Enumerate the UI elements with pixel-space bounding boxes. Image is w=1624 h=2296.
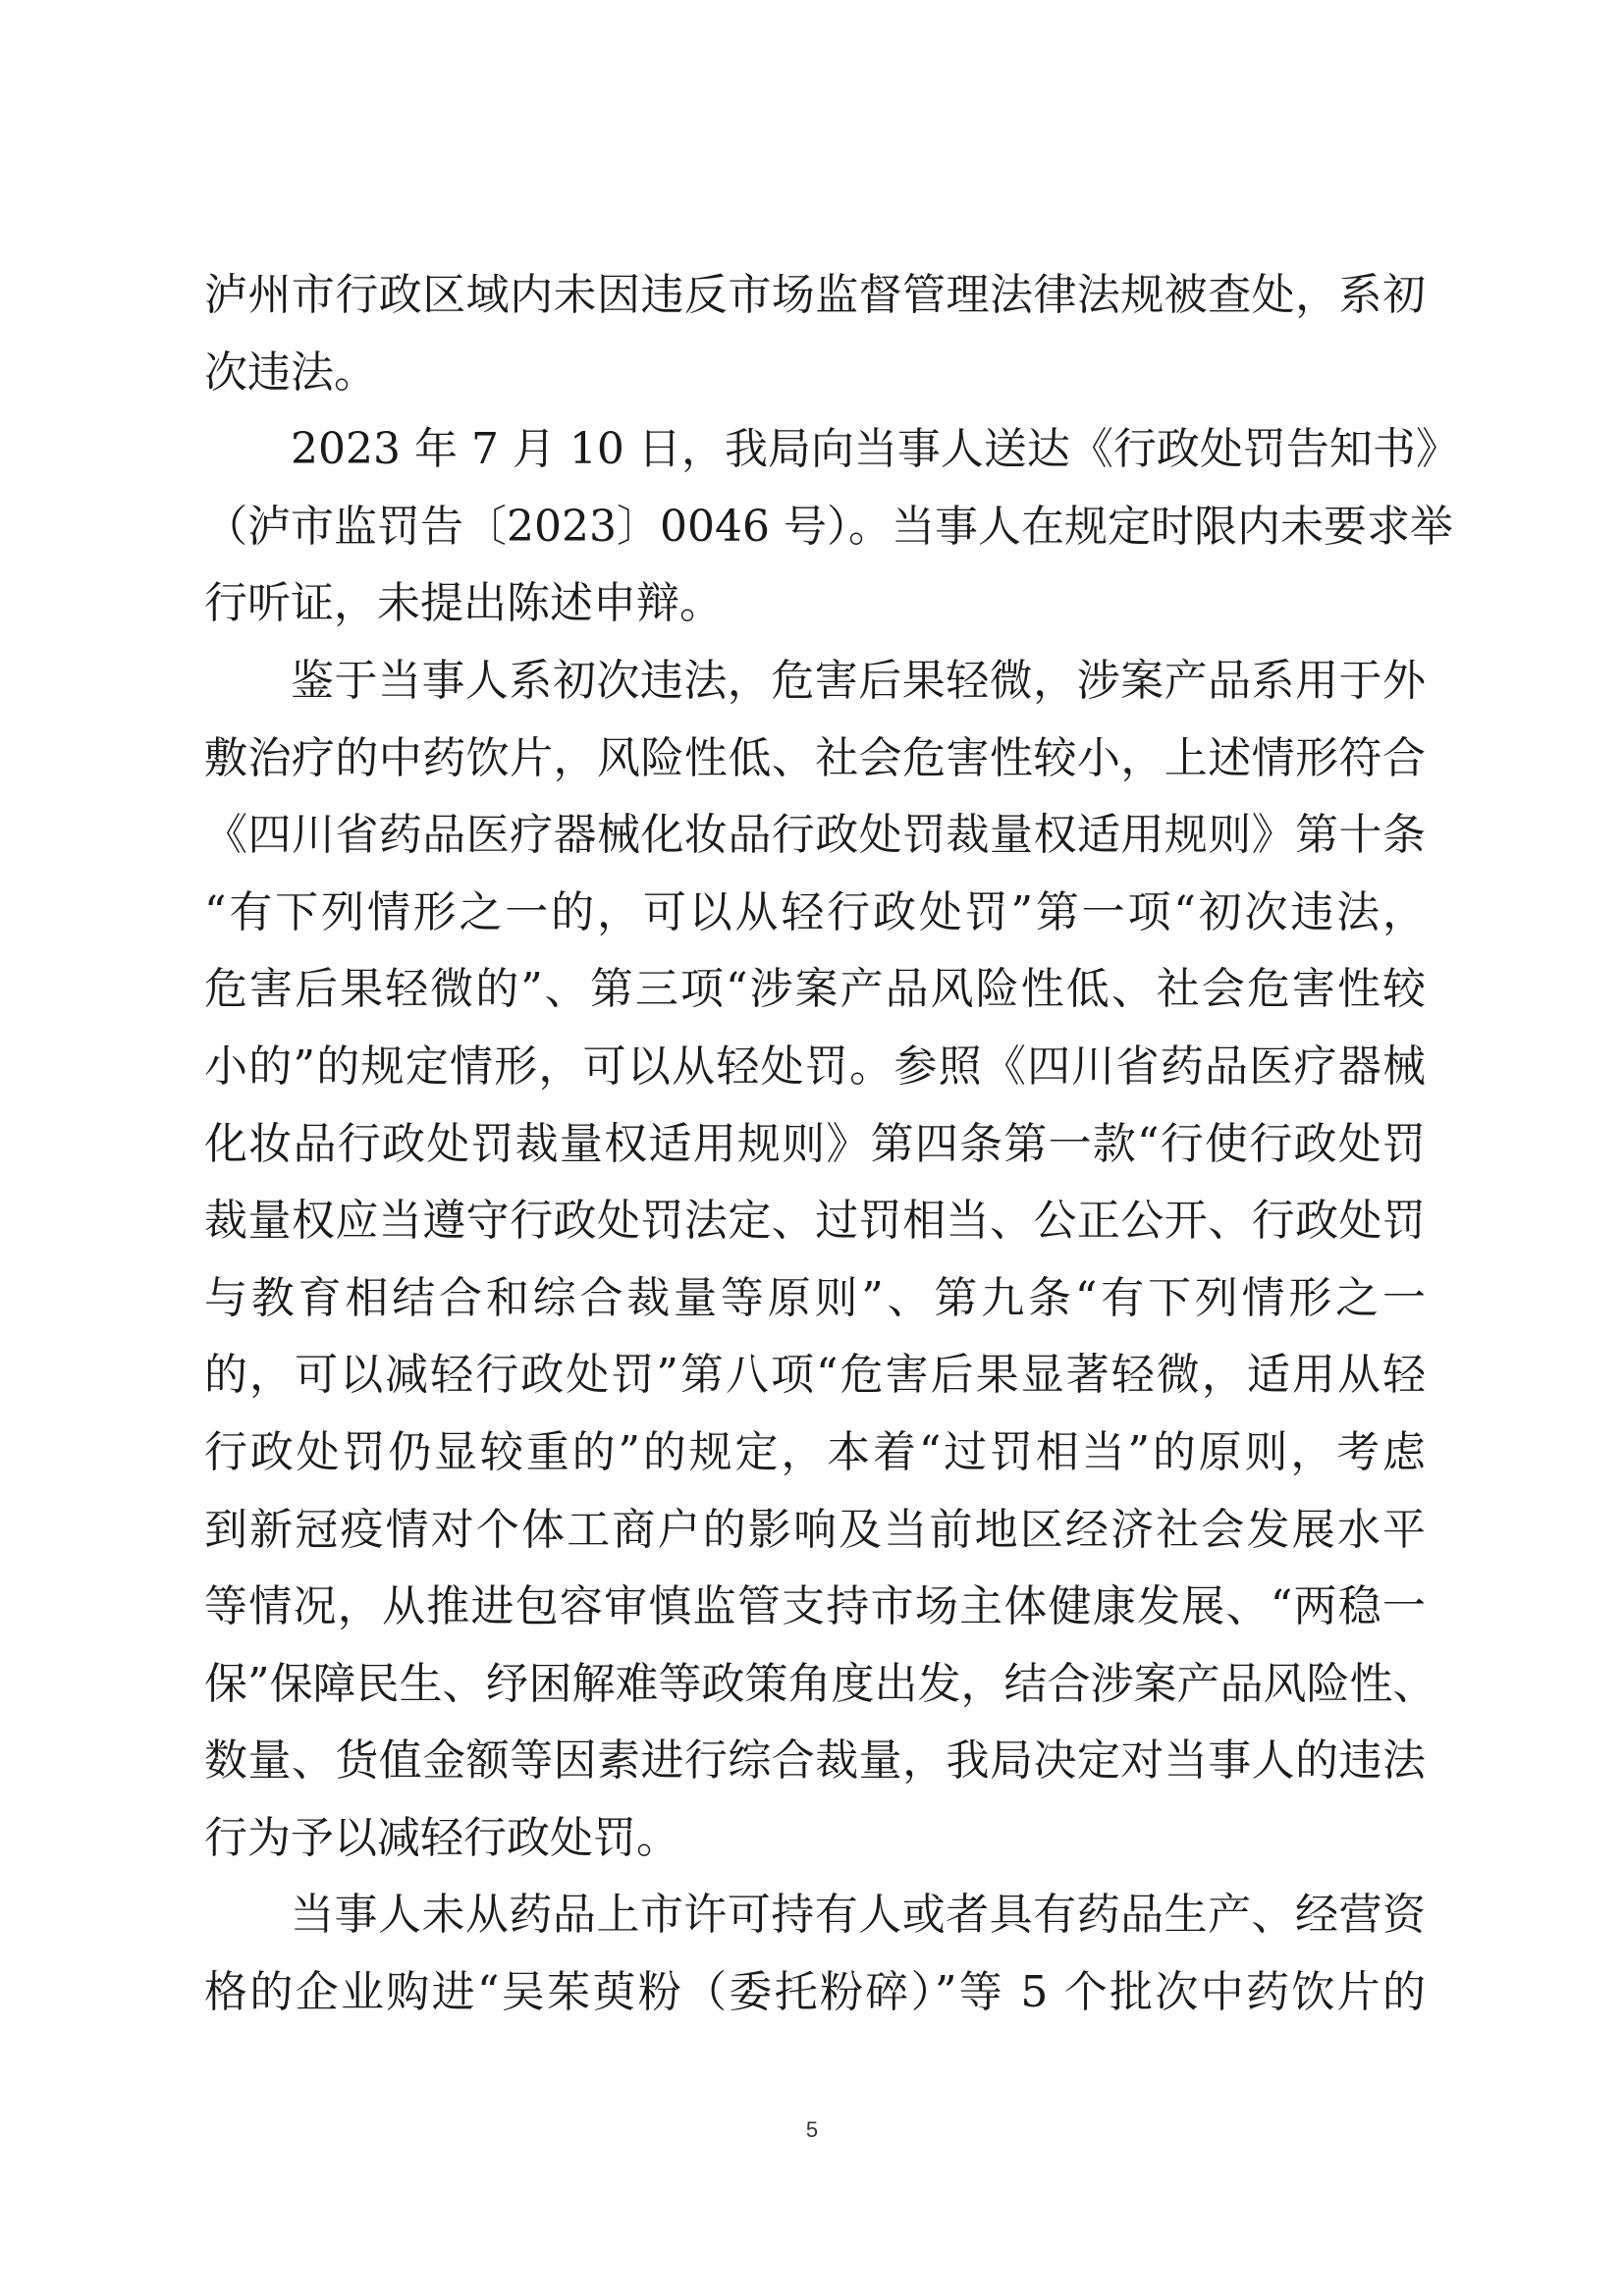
text-line: 等情况，从推进包容审慎监管支持市场主体健康发展、“两稳一 (204, 1581, 1426, 1632)
text-line: 鉴于当事人系初次违法，危害后果轻微，涉案产品系用于外 (291, 655, 1426, 706)
text-line: 当事人未从药品上市许可持有人或者具有药品生产、经营资 (291, 1890, 1426, 1941)
text-line: （泸市监罚告〔2023〕0046 号）。当事人在规定时限内未要求举 (204, 501, 1453, 552)
text-line: 小的”的规定情形，可以从轻处罚。参照《四川省药品医疗器械 (204, 1041, 1426, 1092)
body-text (204, 257, 1459, 2032)
text-line: 的，可以减轻行政处罚”第八项“危害后果显著轻微，适用从轻 (204, 1350, 1426, 1401)
text-line: 行为予以减轻行政处罚。 (204, 1812, 679, 1863)
text-line: 与教育相结合和综合裁量等原则”、第九条“有下列情形之一 (204, 1272, 1426, 1323)
text-line: 敷治疗的中药饮片，风险性低、社会危害性较小，上述情形符合 (204, 732, 1426, 783)
text-line: 保”保障民生、纾困解难等政策角度出发，结合涉案产品风险性、 (204, 1658, 1436, 1709)
text-line: 到新冠疫情对个体工商户的影响及当前地区经济社会发展水平 (204, 1504, 1426, 1555)
text-line: 2023 年 7 月 10 日，我局向当事人送达《行政处罚告知书》 (291, 424, 1459, 475)
text-line: 数量、货值金额等因素进行综合裁量，我局决定对当事人的违法 (204, 1735, 1426, 1787)
text-line: 化妆品行政处罚裁量权适用规则》第四条第一款“行使行政处罚 (204, 1118, 1426, 1169)
text-line: 危害后果轻微的”、第三项“涉案产品风险性低、社会危害性较 (204, 964, 1426, 1015)
text-line: 行政处罚仍显较重的”的规定，本着“过罚相当”的原则，考虑 (204, 1426, 1426, 1477)
page-number: 5 (805, 2117, 819, 2142)
text-line: “有下列情形之一的，可以从轻行政处罚”第一项“初次违法， (204, 886, 1426, 937)
text-line: 格的企业购进“吴茱萸粉（委托粉碎）”等 5 个批次中药饮片的 (204, 1967, 1426, 2018)
text-line: 《四川省药品医疗器械化妆品行政处罚裁量权适用规则》第十条 (204, 810, 1426, 861)
text-line: 泸州市行政区域内未因违反市场监督管理法律法规被查处，系初 (204, 270, 1426, 320)
text-line: 行听证，未提出陈述申辩。 (204, 578, 723, 629)
text-line: 裁量权应当遵守行政处罚法定、过罚相当、公正公开、行政处罚 (204, 1196, 1426, 1247)
text-line: 次违法。 (204, 347, 377, 398)
